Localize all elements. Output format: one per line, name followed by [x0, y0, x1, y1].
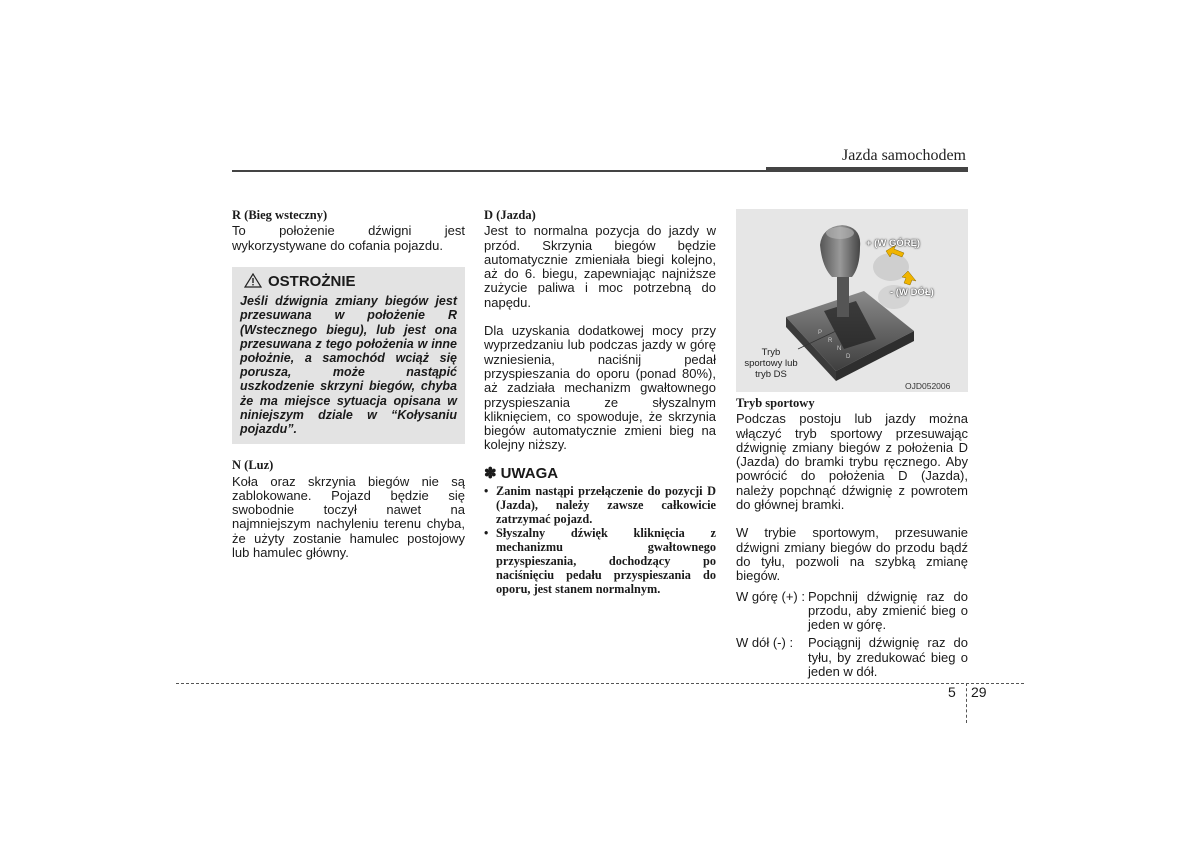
definition-down	[736, 636, 968, 679]
running-header: Jazda samochodem	[842, 147, 966, 164]
svg-text:D: D	[846, 354, 851, 360]
chapter-number: 5	[948, 684, 956, 700]
column-1	[232, 208, 465, 574]
d-text-1: Jest to normalna pozycja do jazdy w przód. Skrzynia biegów będzie automatycznie zmieniała biegi kolejno, aż do 6. biegu, zapewniając najniższe zużycie paliwa i moc potrzebną do napędu.	[484, 223, 716, 310]
page-number: 29	[971, 684, 987, 700]
svg-text:R: R	[828, 338, 833, 344]
note-list	[484, 485, 716, 596]
r-heading: R (Bieg wsteczny)	[232, 208, 328, 222]
d-heading: D (Jazda)	[484, 208, 536, 222]
definition-up	[736, 590, 968, 633]
footer-divider	[966, 683, 967, 723]
caution-title: OSTROŻNIE	[240, 273, 457, 291]
footer-rule	[176, 683, 1024, 684]
figure-label-down: - (W DÓŁ)	[890, 287, 934, 298]
figure-code: OJD052006	[905, 381, 951, 391]
warning-triangle-icon	[244, 273, 262, 291]
definition-value: Pociągnij dźwignię raz do tyłu, by zredukować bieg o jeden w dół.	[808, 635, 968, 680]
list-item: • Zanim nastąpi przełączenie do pozycji D (Jazda), należy zawsze całkowicie zatrzymać pojazd.	[484, 485, 716, 526]
sport-text-1: Podczas postoju lub jazdy można włączyć tryb sportowy przesuwając dźwignię zmiany biegów z położenia D (Jazda) do bramki trybu ręcznego. Aby powrócić do położenia D (Jazda), należy popchnąć dźwignię z powrotem do głównej bramki.	[736, 411, 968, 513]
caution-box	[232, 267, 465, 444]
header-rule-thick	[766, 167, 968, 172]
caution-text: Jeśli dźwignia zmiany biegów jest przesuwana w położenie R (Wstecznego biegu), lub jest ona przesuwana z tego położenia w inne położnie, a samochód wciąż się porusza, może nastąpić uszkodzenie skrzyni biegów, chyba że ma miejsce sytuacja opisana w niniejszym dziale w “Kołysaniu pojazdu”.	[240, 294, 457, 437]
n-text: Koła oraz skrzynia biegów nie są zablokowane. Pojazd będzie się swobodnie toczył nawet na najmniejszym nachyleniu terenu chyba, że użyty zostanie hamulec postojowy lub hamulec główny.	[232, 473, 465, 560]
d-text-2: Dla uzyskania dodatkowej mocy przy wyprzedzaniu lub podczas jazdy w górę wzniesienia, naciśnij pedał przyspieszania do oporu (ponad 80%), aż zadziała mechanizm gwałtownego przyspieszania ze słyszalnym kliknięciem, co spowoduje, że skrzynia biegów automatycznie zmieni bieg na kolejny niższy.	[484, 323, 716, 453]
definition-key: W dół (-) :	[736, 635, 794, 651]
column-2	[484, 208, 716, 597]
note-title: ✽ UWAGA	[484, 464, 559, 482]
svg-text:N: N	[837, 346, 842, 352]
sport-text-2: W trybie sportowym, przesuwanie dźwigni zmiany biegów do przodu bądź do tyłu, pozwoli na szybką zmianę biegów.	[736, 525, 968, 584]
column-3	[736, 396, 968, 683]
asterisk-icon: ✽	[484, 464, 497, 482]
sport-heading: Tryb sportowy	[736, 396, 815, 410]
definition-value: Popchnij dźwignię raz do przodu, aby zmienić bieg o jeden w górę.	[808, 588, 968, 633]
definition-key: W górę (+) :	[736, 588, 805, 604]
list-item: • Słyszalny dźwięk kliknięcia z mechanizmu gwałtownego przyspieszania, dochodzący po naciśnięciu pedału przyspieszania do oporu, jest stanem normalnym.	[484, 527, 716, 596]
figure-side-label: Tryb sportowy lub tryb DS	[744, 347, 798, 380]
svg-text:P: P	[818, 330, 823, 336]
n-heading: N (Luz)	[232, 458, 274, 473]
r-text: To położenie dźwigni jest wykorzystywane do cofania pojazdu.	[232, 223, 465, 253]
figure-label-up: + (W GÓRĘ)	[866, 238, 921, 249]
